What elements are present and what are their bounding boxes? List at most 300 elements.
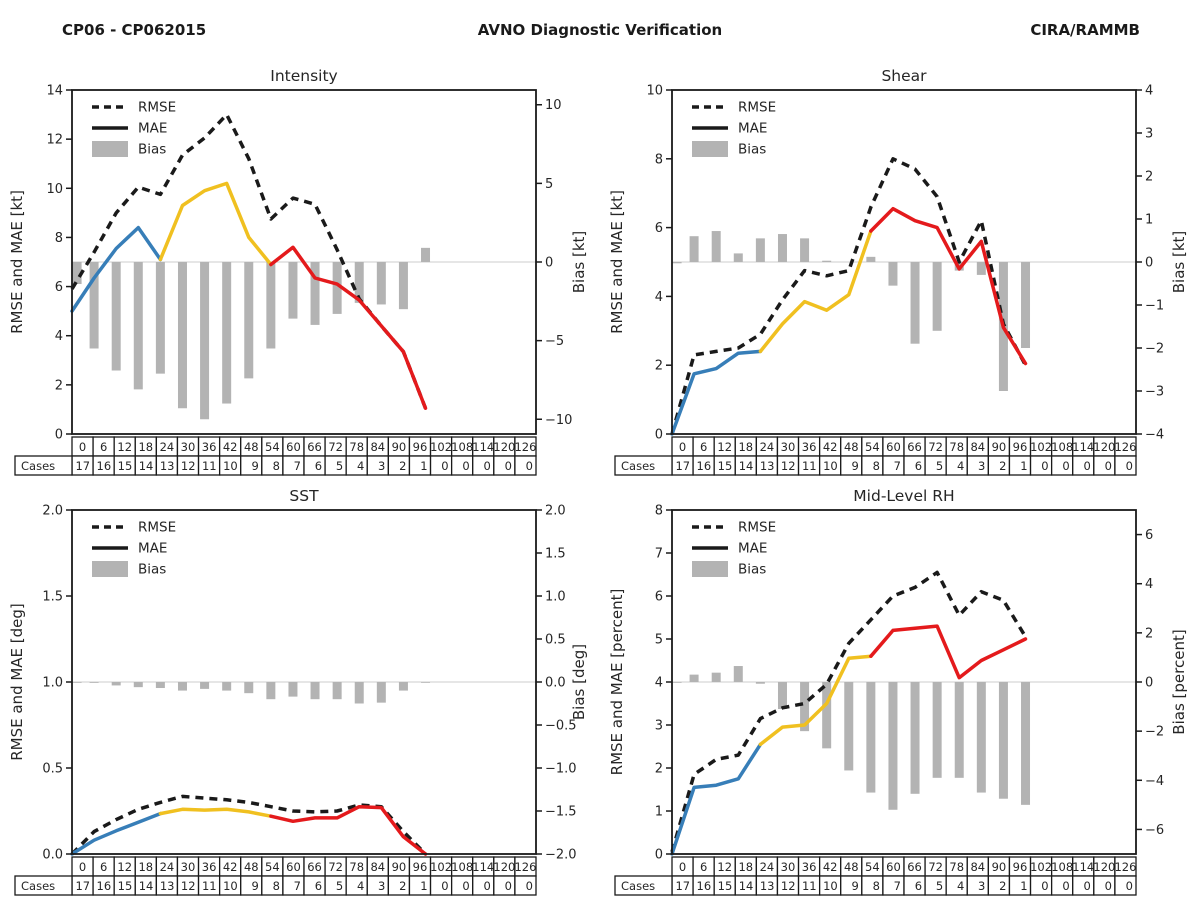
svg-text:3: 3	[378, 459, 386, 473]
svg-text:−5: −5	[545, 334, 565, 350]
bias-bar	[1021, 682, 1030, 805]
svg-text:0: 0	[654, 427, 663, 443]
left-axis	[608, 504, 672, 863]
svg-text:13: 13	[759, 879, 775, 893]
right-axis	[1136, 528, 1188, 838]
svg-text:0: 0	[678, 440, 687, 454]
svg-text:72: 72	[328, 860, 343, 874]
svg-text:8: 8	[272, 879, 280, 893]
brand-label: CIRA/RAMMB	[1030, 21, 1140, 39]
svg-text:72: 72	[928, 440, 943, 454]
svg-text:8: 8	[272, 459, 280, 473]
bias-bar	[399, 682, 408, 691]
svg-text:Cases: Cases	[621, 459, 656, 473]
bias-bar	[288, 682, 297, 697]
svg-text:120: 120	[1093, 440, 1116, 454]
bias-bar	[933, 682, 942, 778]
svg-text:−1: −1	[1145, 298, 1165, 314]
mae-segment	[271, 807, 426, 854]
panel-mid-level-rh	[600, 480, 1200, 900]
svg-text:0: 0	[545, 255, 554, 271]
svg-text:1: 1	[1020, 459, 1028, 473]
svg-text:0: 0	[1083, 459, 1091, 473]
bias-bar	[421, 682, 430, 683]
svg-text:120: 120	[493, 860, 516, 874]
svg-text:0: 0	[462, 879, 470, 893]
svg-text:3: 3	[978, 459, 986, 473]
bias-bar	[200, 682, 209, 689]
svg-text:6: 6	[314, 879, 323, 893]
bias-bar	[377, 682, 386, 703]
svg-text:9: 9	[251, 459, 259, 473]
page-header	[0, 0, 1200, 60]
storm-id: CP06 - CP062015	[62, 21, 207, 39]
svg-text:14: 14	[138, 459, 154, 473]
svg-text:10: 10	[223, 879, 238, 893]
svg-text:0.5: 0.5	[42, 761, 63, 777]
svg-text:5: 5	[335, 879, 344, 893]
svg-text:7: 7	[654, 546, 663, 562]
svg-text:96: 96	[412, 440, 428, 454]
svg-text:30: 30	[180, 860, 196, 874]
panel-sst	[0, 480, 600, 900]
svg-text:14: 14	[138, 879, 154, 893]
bias-bar	[888, 682, 897, 810]
bias-bar	[156, 682, 165, 688]
bias-bar	[911, 682, 920, 794]
svg-text:8: 8	[54, 230, 63, 246]
svg-text:114: 114	[472, 440, 495, 454]
svg-text:2: 2	[654, 358, 663, 374]
svg-text:60: 60	[286, 440, 301, 454]
svg-text:3: 3	[978, 879, 986, 893]
mae-segment	[871, 626, 1026, 678]
svg-text:0: 0	[441, 459, 449, 473]
svg-text:0: 0	[1104, 879, 1112, 893]
bias-bar	[377, 262, 386, 304]
svg-text:2: 2	[399, 879, 407, 893]
svg-text:17: 17	[75, 879, 91, 893]
svg-text:0: 0	[483, 879, 491, 893]
svg-text:MAE: MAE	[738, 540, 768, 557]
svg-text:30: 30	[780, 440, 796, 454]
bias-bar	[712, 231, 721, 262]
svg-text:120: 120	[1093, 860, 1116, 874]
bias-bars	[673, 231, 1030, 391]
svg-text:0: 0	[1062, 879, 1070, 893]
bias-bar	[178, 262, 187, 408]
svg-text:102: 102	[1030, 860, 1053, 874]
bias-bar	[311, 682, 320, 699]
panel-grid	[0, 60, 1200, 900]
bias-bar	[911, 262, 920, 344]
svg-text:108: 108	[451, 440, 474, 454]
svg-text:RMSE: RMSE	[738, 99, 777, 116]
svg-text:−2: −2	[1145, 341, 1165, 357]
svg-text:96: 96	[1012, 440, 1028, 454]
bias-bar	[756, 682, 765, 684]
rmse-line	[72, 796, 426, 854]
svg-text:−1.5: −1.5	[545, 804, 577, 820]
svg-text:Cases: Cases	[21, 879, 56, 893]
svg-text:RMSE and MAE [kt]: RMSE and MAE [kt]	[608, 190, 626, 334]
bias-bars	[673, 666, 1030, 810]
left-axis	[8, 504, 72, 863]
svg-text:Intensity: Intensity	[270, 67, 338, 85]
svg-text:0: 0	[1125, 879, 1133, 893]
bias-bar	[866, 257, 875, 262]
bias-bar	[977, 682, 986, 793]
svg-text:54: 54	[865, 440, 880, 454]
svg-text:0: 0	[525, 459, 533, 473]
svg-text:1.5: 1.5	[42, 589, 63, 605]
svg-text:4: 4	[1145, 83, 1154, 99]
mae-segment	[672, 744, 760, 854]
svg-text:48: 48	[243, 860, 259, 874]
svg-text:48: 48	[243, 440, 259, 454]
bias-bar	[134, 682, 143, 687]
svg-text:6: 6	[699, 440, 708, 454]
svg-text:2.0: 2.0	[545, 503, 566, 519]
svg-text:78: 78	[349, 440, 365, 454]
svg-text:4: 4	[356, 459, 365, 473]
svg-text:0: 0	[78, 860, 87, 874]
svg-text:114: 114	[1072, 860, 1095, 874]
svg-text:7: 7	[893, 879, 901, 893]
svg-text:4: 4	[1145, 577, 1154, 593]
svg-text:5: 5	[335, 459, 344, 473]
svg-text:0: 0	[1145, 255, 1154, 271]
bias-bar	[134, 262, 143, 389]
left-axis	[8, 84, 72, 443]
svg-text:84: 84	[970, 440, 986, 454]
svg-text:60: 60	[286, 860, 301, 874]
svg-text:0: 0	[1041, 879, 1049, 893]
svg-text:1: 1	[1145, 212, 1154, 228]
bias-bar	[266, 262, 275, 348]
svg-text:6: 6	[699, 860, 708, 874]
svg-text:114: 114	[472, 860, 495, 874]
svg-text:36: 36	[201, 860, 217, 874]
svg-text:6: 6	[1145, 528, 1154, 544]
svg-text:11: 11	[801, 459, 817, 473]
panel-shear	[600, 60, 1200, 480]
svg-text:24: 24	[759, 440, 775, 454]
chart-intensity	[0, 60, 600, 480]
svg-text:13: 13	[159, 459, 175, 473]
svg-text:8: 8	[872, 879, 880, 893]
svg-text:RMSE and MAE [kt]: RMSE and MAE [kt]	[8, 190, 26, 334]
svg-text:96: 96	[1012, 860, 1028, 874]
bias-bar	[156, 262, 165, 374]
bias-bar	[178, 682, 187, 691]
svg-text:102: 102	[1030, 440, 1053, 454]
svg-text:0: 0	[483, 459, 491, 473]
svg-text:66: 66	[907, 860, 922, 874]
svg-text:4: 4	[654, 289, 663, 305]
bias-bar	[712, 673, 721, 682]
svg-text:−4: −4	[1145, 427, 1165, 443]
svg-text:0: 0	[1041, 459, 1049, 473]
svg-text:24: 24	[159, 860, 175, 874]
svg-text:9: 9	[851, 879, 859, 893]
svg-text:2: 2	[54, 378, 63, 394]
svg-text:90: 90	[391, 440, 407, 454]
svg-text:2: 2	[654, 761, 663, 777]
bias-bar	[778, 234, 787, 262]
svg-text:0: 0	[1104, 459, 1112, 473]
svg-text:12: 12	[180, 459, 196, 473]
svg-text:12: 12	[46, 132, 63, 148]
bias-bar	[933, 262, 942, 331]
mae-segment	[760, 656, 871, 744]
bias-bar	[90, 682, 99, 683]
svg-text:0: 0	[525, 879, 533, 893]
legend	[92, 100, 176, 158]
chart-shear	[600, 60, 1200, 480]
svg-text:5: 5	[935, 459, 944, 473]
svg-text:4: 4	[956, 879, 965, 893]
svg-text:16: 16	[696, 459, 712, 473]
svg-text:96: 96	[412, 860, 428, 874]
svg-text:126: 126	[1114, 860, 1137, 874]
mae-line	[672, 209, 1026, 434]
svg-text:16: 16	[96, 879, 112, 893]
cases-table	[615, 857, 1136, 895]
bias-bar	[977, 262, 986, 275]
bias-bar	[690, 236, 699, 262]
svg-text:4: 4	[956, 459, 965, 473]
svg-text:0.0: 0.0	[545, 675, 566, 691]
svg-text:3: 3	[654, 718, 663, 734]
svg-text:72: 72	[328, 440, 343, 454]
svg-text:5: 5	[545, 176, 554, 192]
svg-text:54: 54	[865, 860, 880, 874]
svg-text:78: 78	[949, 860, 965, 874]
svg-text:1: 1	[1020, 879, 1028, 893]
svg-text:5: 5	[935, 879, 944, 893]
bias-bar	[399, 262, 408, 309]
svg-text:3: 3	[1145, 126, 1154, 142]
svg-text:−2.0: −2.0	[545, 847, 577, 863]
svg-text:36: 36	[801, 440, 817, 454]
svg-text:14: 14	[46, 83, 63, 99]
bias-bars	[73, 248, 430, 419]
panel-title	[270, 67, 337, 85]
right-axis	[1136, 84, 1188, 443]
legend	[92, 520, 176, 578]
svg-text:30: 30	[780, 860, 796, 874]
svg-text:16: 16	[696, 879, 712, 893]
svg-text:11: 11	[801, 879, 817, 893]
svg-text:−0.5: −0.5	[545, 718, 577, 734]
svg-text:6: 6	[314, 459, 323, 473]
bias-bar	[955, 682, 964, 778]
svg-text:RMSE and MAE [deg]: RMSE and MAE [deg]	[8, 603, 26, 761]
svg-text:RMSE: RMSE	[738, 519, 777, 536]
svg-text:10: 10	[545, 98, 562, 114]
bias-bar	[822, 261, 831, 262]
svg-text:7: 7	[293, 879, 301, 893]
svg-text:RMSE: RMSE	[138, 519, 177, 536]
svg-text:72: 72	[928, 860, 943, 874]
svg-text:2: 2	[999, 879, 1007, 893]
svg-text:48: 48	[843, 440, 859, 454]
svg-text:6: 6	[914, 879, 923, 893]
svg-text:14: 14	[738, 879, 754, 893]
svg-text:Bias: Bias	[138, 141, 167, 158]
svg-text:0: 0	[1145, 675, 1154, 691]
svg-text:5: 5	[654, 632, 663, 648]
chart-sst	[0, 480, 600, 900]
bias-bar	[734, 253, 743, 262]
svg-text:15: 15	[117, 879, 133, 893]
bias-bar	[421, 248, 430, 262]
svg-text:24: 24	[159, 440, 175, 454]
svg-text:−6: −6	[1145, 822, 1165, 838]
svg-text:MAE: MAE	[138, 540, 168, 557]
svg-text:Bias [kt]: Bias [kt]	[1170, 230, 1188, 294]
svg-text:0: 0	[441, 879, 449, 893]
svg-text:42: 42	[822, 860, 838, 874]
svg-text:17: 17	[75, 459, 91, 473]
svg-text:78: 78	[949, 440, 965, 454]
svg-text:12: 12	[117, 440, 133, 454]
svg-text:0.0: 0.0	[42, 847, 63, 863]
svg-text:15: 15	[717, 879, 733, 893]
svg-text:0: 0	[1062, 459, 1070, 473]
bias-bar	[355, 682, 364, 704]
svg-text:42: 42	[222, 440, 238, 454]
svg-text:60: 60	[886, 440, 901, 454]
bias-bar	[112, 262, 121, 371]
svg-text:13: 13	[159, 879, 175, 893]
svg-text:2: 2	[1145, 169, 1154, 185]
svg-text:2.0: 2.0	[42, 503, 63, 519]
bias-bar	[673, 682, 682, 683]
svg-text:−3: −3	[1145, 384, 1165, 400]
bias-bar	[288, 262, 297, 319]
svg-text:0: 0	[654, 847, 663, 863]
svg-text:78: 78	[349, 860, 365, 874]
bias-bar	[999, 682, 1008, 799]
svg-text:0: 0	[462, 459, 470, 473]
svg-text:7: 7	[293, 459, 301, 473]
mae-segment	[760, 231, 871, 351]
svg-text:18: 18	[138, 440, 154, 454]
svg-text:6: 6	[914, 459, 923, 473]
svg-text:−1.0: −1.0	[545, 761, 577, 777]
svg-text:6: 6	[654, 221, 663, 237]
svg-text:102: 102	[430, 860, 453, 874]
svg-text:4: 4	[654, 675, 663, 691]
svg-text:12: 12	[180, 879, 196, 893]
bias-bar	[690, 675, 699, 682]
svg-text:0: 0	[504, 459, 512, 473]
bias-bar	[244, 682, 253, 693]
bias-bar	[200, 262, 209, 419]
svg-text:24: 24	[759, 860, 775, 874]
svg-text:17: 17	[675, 879, 691, 893]
svg-text:8: 8	[654, 152, 663, 168]
svg-text:Bias: Bias	[738, 141, 767, 158]
svg-text:108: 108	[1051, 440, 1074, 454]
bias-bar	[1021, 262, 1030, 348]
svg-text:114: 114	[1072, 440, 1095, 454]
panel-title	[853, 487, 954, 505]
page-title: AVNO Diagnostic Verification	[477, 21, 723, 39]
svg-text:0: 0	[504, 879, 512, 893]
bias-bar	[866, 682, 875, 793]
svg-text:11: 11	[201, 459, 217, 473]
svg-text:15: 15	[117, 459, 133, 473]
svg-text:1.0: 1.0	[545, 589, 566, 605]
bias-bar	[266, 682, 275, 699]
svg-text:0: 0	[1083, 879, 1091, 893]
svg-text:13: 13	[759, 459, 775, 473]
svg-text:Shear: Shear	[881, 67, 927, 85]
svg-text:84: 84	[370, 440, 386, 454]
legend	[692, 520, 776, 578]
svg-text:1.5: 1.5	[545, 546, 566, 562]
svg-text:6: 6	[99, 860, 108, 874]
svg-text:RMSE and MAE [percent]: RMSE and MAE [percent]	[608, 588, 626, 776]
svg-text:0: 0	[78, 440, 87, 454]
svg-text:10: 10	[823, 879, 838, 893]
mae-segment	[160, 809, 271, 816]
svg-text:10: 10	[223, 459, 238, 473]
svg-text:18: 18	[738, 440, 754, 454]
svg-text:Cases: Cases	[621, 879, 656, 893]
svg-text:0: 0	[678, 860, 687, 874]
svg-text:MAE: MAE	[138, 120, 168, 137]
bias-bar	[888, 262, 897, 286]
svg-text:Bias: Bias	[138, 561, 167, 578]
svg-text:9: 9	[851, 459, 859, 473]
cases-table	[615, 437, 1136, 475]
bias-bar	[244, 262, 253, 378]
svg-text:12: 12	[717, 860, 733, 874]
svg-text:−2: −2	[1145, 724, 1165, 740]
svg-text:Cases: Cases	[21, 459, 56, 473]
bias-bar	[222, 682, 231, 691]
svg-text:66: 66	[307, 860, 322, 874]
svg-text:1: 1	[420, 879, 428, 893]
svg-text:14: 14	[738, 459, 754, 473]
bias-bar	[333, 682, 342, 699]
svg-text:18: 18	[138, 860, 154, 874]
svg-text:60: 60	[886, 860, 901, 874]
svg-text:120: 120	[493, 440, 516, 454]
svg-text:102: 102	[430, 440, 453, 454]
bias-bars	[73, 682, 430, 704]
svg-text:8: 8	[872, 459, 880, 473]
svg-text:1.0: 1.0	[42, 675, 63, 691]
svg-text:42: 42	[822, 440, 838, 454]
bias-bar	[844, 682, 853, 770]
svg-text:0: 0	[1125, 459, 1133, 473]
svg-text:108: 108	[1051, 860, 1074, 874]
svg-text:36: 36	[201, 440, 217, 454]
cases-table	[15, 437, 536, 475]
svg-text:Mid-Level RH: Mid-Level RH	[853, 487, 955, 505]
svg-text:16: 16	[96, 459, 112, 473]
svg-text:11: 11	[201, 879, 217, 893]
svg-text:1: 1	[654, 804, 663, 820]
svg-text:4: 4	[54, 329, 63, 345]
svg-text:Bias [kt]: Bias [kt]	[570, 230, 588, 294]
svg-text:RMSE: RMSE	[138, 99, 177, 116]
